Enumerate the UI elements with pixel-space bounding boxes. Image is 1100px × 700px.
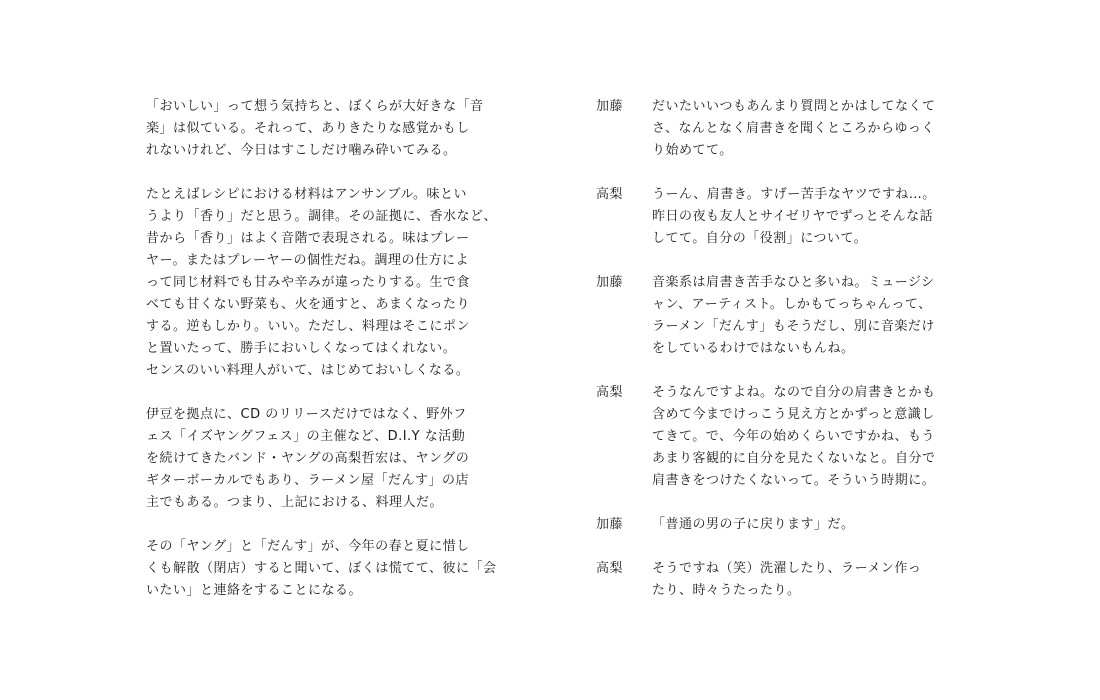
speech-text: [652, 272, 966, 360]
text-line: れないけれど、今日はすこしだけ噛み砕いてみる。: [146, 143, 457, 158]
essay-paragraph-3: [146, 404, 506, 514]
text-line: を続けてきたバンド・ヤングの高梨哲宏は、ヤングの: [146, 451, 470, 466]
text-line: ラーメン「だんす」もそうだし、別に音楽だけ: [652, 319, 935, 334]
text-line: てきて。で、今年の始めくらいですかね、もう: [652, 429, 935, 444]
text-line: センスのいい料理人がいて、はじめておいしくなる。: [146, 363, 470, 378]
text-line: くも解散（閉店）すると聞いて、ぼくは慌てて、彼に「会: [146, 561, 497, 576]
text-line: そうなんですよね。なので自分の肩書きとかも: [652, 385, 936, 400]
dialogue-turn: [596, 272, 966, 360]
text-line: たり、時々うたったり。: [652, 583, 801, 598]
speaker-name: 加藤: [596, 275, 624, 290]
essay-paragraph-1: [146, 96, 506, 162]
text-line: あまり客観的に自分を見たくないなと。自分で: [652, 451, 936, 466]
speech-text: [652, 96, 966, 162]
text-line: 「普通の男の子に戻ります」だ。: [652, 517, 855, 532]
text-line: だいたいいつもあんまり質問とかはしてなくて: [652, 99, 936, 114]
text-line: り始めてて。: [652, 143, 733, 158]
text-line: ギターボーカルでもあり、ラーメン屋「だんす」の店: [146, 473, 469, 488]
essay-column: [146, 96, 506, 624]
speaker-name: 高梨: [596, 385, 624, 400]
dialogue-turn: [596, 514, 966, 536]
text-line: 肩書きをつけたくないって。そういう時期に。: [652, 473, 936, 488]
speech-text: [652, 558, 966, 602]
speech-text: [652, 184, 966, 250]
text-line: 含めて今までけっこう見え方とかずっと意識し: [652, 407, 935, 422]
text-line: ェス「イズヤングフェス」の主催など、D.I.Y な活動: [146, 429, 466, 444]
text-line: 伊豆を拠点に、CD のリリースだけではなく、野外フ: [146, 407, 467, 422]
text-line: うーん、肩書き。すげー苦手なヤツですね…。: [652, 187, 936, 202]
text-line: と置いたって、勝手においしくなってはくれない。: [146, 341, 457, 356]
text-line: そうですね（笑）洗濯したり、ラーメン作っ: [652, 561, 922, 576]
speaker-name: 高梨: [596, 187, 624, 202]
text-line: をしているわけではないもんね。: [652, 341, 855, 356]
text-line: 「おいしい」って想う気持ちと、ぼくらが大好きな「音: [146, 99, 484, 114]
text-line: たとえばレシピにおける材料はアンサンブル。味とい: [146, 187, 467, 202]
speech-text: [652, 514, 966, 536]
text-line: 昔から「香り」はよく音階で表現される。味はプレー: [146, 231, 470, 246]
dialogue-turn: [596, 184, 966, 250]
text-line: 主でもある。つまり、上記における、料理人だ。: [146, 495, 444, 510]
text-line: さ、なんとなく肩書きを聞くところからゆっく: [652, 121, 935, 136]
text-line: 楽」は似ている。それって、ありきたりな感覚かもし: [146, 121, 470, 136]
dialogue-turn: [596, 382, 966, 492]
essay-paragraph-4: [146, 536, 506, 602]
text-line: いたい」と連絡をすることになる。: [146, 583, 363, 598]
text-line: する。逆もしかり。いい。ただし、料理はそこにポン: [146, 319, 471, 334]
text-line: べても甘くない野菜も、火を通すと、あまくなったり: [146, 297, 471, 312]
text-line: って同じ材料でも甘みや辛みが違ったりする。生で食: [146, 275, 471, 290]
text-line: 昨日の夜も友人とサイゼリヤでずっとそんな話: [652, 209, 934, 224]
speaker-name: 加藤: [596, 517, 624, 532]
dialogue-turn: [596, 558, 966, 602]
text-line: ヤー。またはプレーヤーの個性だね。調理の仕方によ: [146, 253, 469, 268]
speech-text: [652, 382, 966, 492]
speaker-name: 高梨: [596, 561, 624, 576]
text-line: ャン、アーティスト。しかもてっちゃんって、: [652, 297, 932, 312]
text-line: してて。自分の「役割」について。: [652, 231, 868, 246]
text-line: うより「香り」だと思う。調律。その証拠に、香水など、: [146, 209, 498, 224]
text-line: 音楽系は肩書き苦手なひと多いね。ミュージシ: [652, 275, 935, 290]
essay-paragraph-2: [146, 184, 506, 382]
speaker-name: 加藤: [596, 99, 624, 114]
text-line: その「ヤング」と「だんす」が、今年の春と夏に惜し: [146, 539, 470, 554]
interview-column: [596, 96, 966, 624]
dialogue-turn: [596, 96, 966, 162]
